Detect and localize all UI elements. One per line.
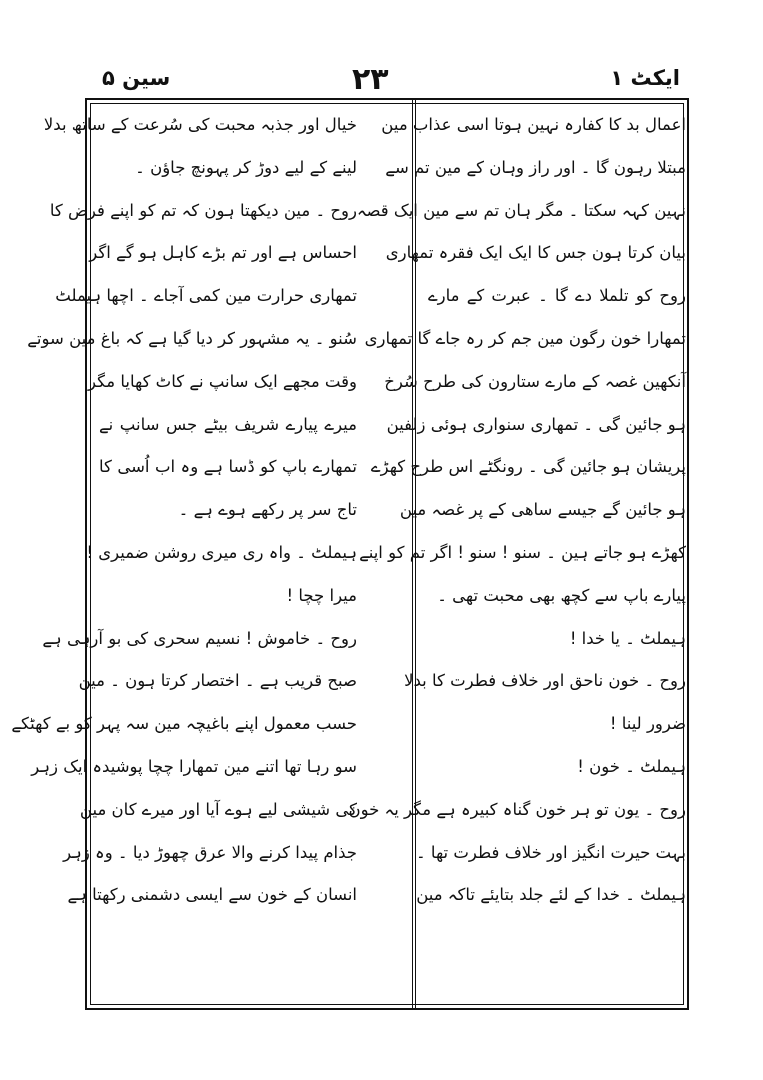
- page-number: ۲۳: [352, 62, 389, 97]
- right-column-line: ہیملٹ ۔ خدا کے لئے جلد بتایئے تاکہ مین: [416, 885, 686, 905]
- left-column-line: میرے پیارے شریف بیٹے جس سانپ نے: [99, 414, 357, 434]
- right-column-line: بیان کرتا ہون جس کا ایک ایک فقرہ تمھاری: [385, 243, 686, 263]
- right-column-line: مبتلا رہون گا ۔ اور راز وہان کے مین تم سے: [385, 157, 686, 177]
- left-column-line: ہیملٹ ۔ واہ ری میری روشن ضمیری !: [86, 542, 357, 562]
- right-column-line: ہیملٹ ۔ خون !: [577, 756, 686, 776]
- left-column-line: خیال اور جذبہ محبت کی سُرعت کے ساتھ بدلا: [43, 115, 357, 134]
- right-column-line: تمھارا خون رگون مین جم کر رہ جاے گا تمھاری: [364, 328, 686, 348]
- right-column-line: ضرور لینا !: [609, 714, 686, 734]
- right-column: [348, 104, 686, 917]
- right-column-line: بہت حیرت انگیز اور خلاف فطرت تھا ۔: [416, 842, 686, 862]
- text-frame: [11, 98, 689, 1010]
- left-column-line: لینے کے لیے دوڑ کر پہونچ جاؤن ۔: [135, 157, 357, 177]
- left-column-line: احساس ہے اور تم بڑے کاہل ہو گے اگر: [89, 243, 357, 263]
- left-column-line: انسان کے خون سے ایسی دشمنی رکھتا ہے: [67, 885, 357, 905]
- act-label: ایکٹ ۱: [610, 66, 680, 90]
- right-column-line: روح کو تلملا دے گا ۔ عبرت کے مارے: [428, 286, 686, 306]
- left-column-line: صبح قریب ہے ۔ اختصار کرتا ہون ۔ مین: [78, 671, 357, 691]
- page-header: [80, 62, 680, 98]
- left-column-line: سُنو ۔ یہ مشہور کر دیا گیا ہے کہ باغ مین سوتے: [27, 328, 357, 348]
- left-column-line: کی شیشی لیے ہوے آیا اور میرے کان مین: [79, 799, 357, 819]
- left-column-line: تاج سر پر رکھے ہوے ہے ۔: [178, 500, 357, 520]
- left-column-line: میرا چچا !: [286, 585, 357, 605]
- left-column-line: حسب معمول اپنے باغیچہ مین سہ پہر کو بے کھٹکے: [11, 714, 357, 734]
- left-column: [11, 104, 357, 917]
- left-column-line: وقت مجھے ایک سانپ نے کاٹ کھایا مگر: [88, 371, 357, 391]
- right-column-line: کھڑے ہو جاتے ہین ۔ سنو ! سنو ! اگر تم کو اپنے: [359, 542, 686, 562]
- right-column-line: اعمال بد کا کفارہ نہین ہوتا اسی عذاب مین: [381, 115, 686, 134]
- right-column-line: ہو جائین گی ۔ تمھاری سنواری ہوئی زلفین: [386, 414, 686, 434]
- right-column-line: آنکھین غصہ کے مارے ستارون کی طرح سُرخ: [384, 371, 686, 391]
- left-column-line: جذام پیدا کرنے والا عرق چھوڑ دیا ۔ وہ زہر: [63, 842, 357, 862]
- left-column-line: سو رہا تھا اتنے مین تمھارا چچا پوشیدہ ایک زہر: [31, 756, 357, 776]
- right-column-line: پریشان ہو جائین گی ۔ رونگٹے اس طرح کھڑے: [370, 457, 686, 477]
- right-column-line: ہیملٹ ۔ یا خدا !: [569, 628, 686, 648]
- left-column-line: روح ۔ مین دیکھتا ہون کہ تم کو اپنے فرض کا: [49, 200, 357, 220]
- right-column-line: روح ۔ خون ناحق اور خلاف فطرت کا بدلا: [404, 671, 686, 691]
- left-column-line: روح ۔ خاموش ! نسیم سحری کی بو آرہی ہے: [42, 628, 357, 648]
- right-column-line: پیارے باپ سے کچھ بھی محبت تھی ۔: [437, 585, 686, 605]
- scene-label: سین ۵: [102, 66, 171, 90]
- right-column-line: ہو جائین گے جیسے ساھی کے پر غصہ مین: [399, 500, 686, 520]
- left-column-line: تمھاری حرارت مین کمی آجاے ۔ اچھا ہیملٹ: [55, 286, 357, 306]
- right-column-line: روح ۔ یون تو ہر خون گناہ کبیرہ ہے مگر یہ خون: [348, 799, 686, 819]
- right-column-line: نہین کہہ سکتا ۔ مگر ہان تم سے مین ایک قصہ: [356, 200, 686, 220]
- left-column-line: تمھارے باپ کو ڈسا ہے وہ اب اُسی کا: [99, 457, 357, 477]
